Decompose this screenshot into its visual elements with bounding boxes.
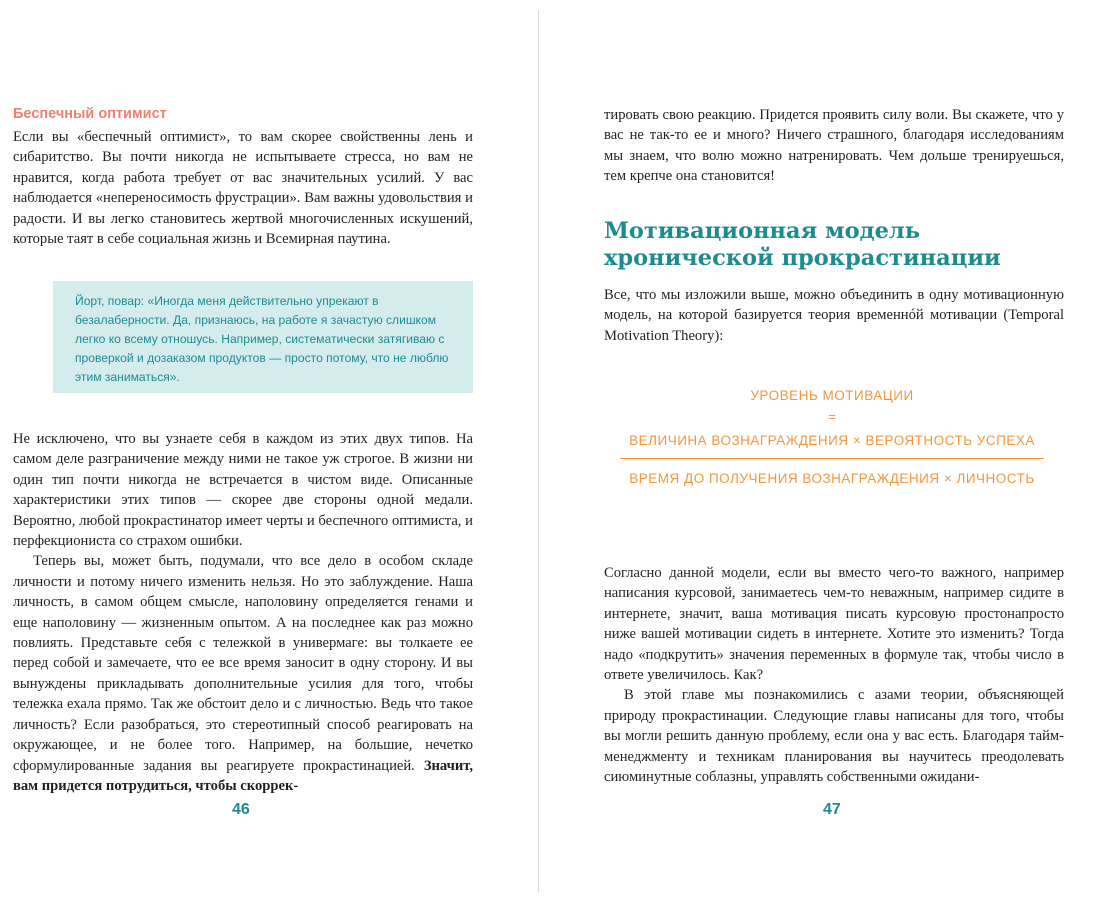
quote-text: Йорт, повар: «Иногда меня действительно упрекают в безалаберности. Да, признаюсь, на работе я зачастую слишком легко ко всему отношусь. Например, систематически затягиваю с проверкой и дозаказом продуктов — просто потому, что не люблю этим заниматься». [75,294,449,384]
formula-denominator: ВРЕМЯ ДО ПОЛУЧЕНИЯ ВОЗНАГРАЖДЕНИЯ × ЛИЧНОСТЬ [629,471,1035,487]
section-heading: Беспечный оптимист [13,106,167,122]
paragraph-chapter-summary: В этой главе мы познакомились с азами теории, объясняющей природу прокрастинации. Следующие главы написаны для того, чтобы вы могли решить данную проблему, если она у вас есть. Благодаря тайм-менеджменту и техникам планирования вы научитесь преодолевать сиюминутные соблазны, управлять собственными ожидани- [604,687,1064,786]
page-number-left: 46 [232,801,250,818]
formula-result: УРОВЕНЬ МОТИВАЦИИ [750,388,914,403]
page-gutter [538,10,539,892]
chapter-title: Мотивационная модель хронической прокрастинации [604,218,1001,271]
paragraph-personality-bold: Значит, вам придется потрудиться, чтобы скоррек- [13,757,473,794]
model-intro-block [604,285,1064,346]
intro-text-block [13,127,473,249]
continuation-block [604,105,1064,187]
intro-paragraph: Если вы «беспечный оптимист», то вам скорее свойственны лень и сибаритство. Вы почти никогда не испытываете стресса, но вам не нравится, когда работа требует от вас значительных усилий. У вас наблюдается «непереносимость фрустрации». Вам важны удовольствия и радости. И вы легко становитесь жертвой многочисленных искушений, которые таят в себе социальная жизнь и Всемирная паутина. [13,129,473,248]
paragraph-personality-text: Теперь вы, может быть, подумали, что все дело в особом складе личности и потому ничего изменить нельзя. Но это заблуждение. Наша личность, в самом общем смысле, наполовину определяется генами и еще наполовину — жизненным опытом. А на последнее как раз можно повлиять. Представьте себя с тележкой в универмаге: вы толкаете ее перед собой и замечаете, что ее все время заносит в одну сторону. И вы вынуждены прикладывать дополнительные усилия для того, чтобы тележка ехала прямо. Так же обстоит дело и с личностью. Ведь что такое личность? Если разобраться, это стереотипный способ реагировать на окружающее, и не более того. Например, на большие, нечетко сформулированные задания вы реагируете прокрастинацией. [13,553,473,774]
continuation-paragraph: тировать свою реакцию. Придется проявить силу воли. Вы скажете, что у вас не так-то ее и много? Ничего страшного, благодаря исследованиям мы знаем, что волю можно натренировать. Чем дольше тренируешься, тем крепче она становится! [604,107,1064,185]
paragraph-personality [13,551,473,796]
quote-box [53,281,473,393]
formula-fraction-bar [620,458,1044,459]
paragraph-model-explanation: Согласно данной модели, если вы вместо чего-то важного, например написания курсовой, занимаетесь чем-то неважным, например сидите в интернете, значит, ваша мотивация писать курсовую простонапросто ниже вашей мотивации сидеть в интернете. Хотите это изменить? Тогда надо «подкрутить» значения переменных в формуле так, чтобы число в ответе увеличилось. Как? [604,565,1064,684]
motivation-formula [620,388,1044,486]
formula-numerator: ВЕЛИЧИНА ВОЗНАГРАЖДЕНИЯ × ВЕРОЯТНОСТЬ УСПЕХА [629,433,1035,448]
right-body-text [604,563,1064,787]
model-intro-paragraph: Все, что мы изложили выше, можно объединить в одну мотивационную модель, на которой базируется теория временнóй мотивации (Temporal Motivation Theory): [604,287,1064,344]
paragraph-types: Не исключено, что вы узнаете себя в каждом из этих двух типов. На самом деле разграничение между ними не такое уж строгое. В жизни ни один тип почти никогда не встречается в чистом виде. Описанные характеристики этих типов — скорее две стороны одной медали. Вероятно, любой прокрастинатор имеет черты и беспечного оптимиста, и перфекциониста со страхом ошибки. [13,431,473,550]
formula-equals: = [828,409,836,424]
left-page [0,0,538,902]
left-body-text [13,429,473,796]
page-number-right: 47 [823,801,841,818]
right-page [540,0,1093,902]
